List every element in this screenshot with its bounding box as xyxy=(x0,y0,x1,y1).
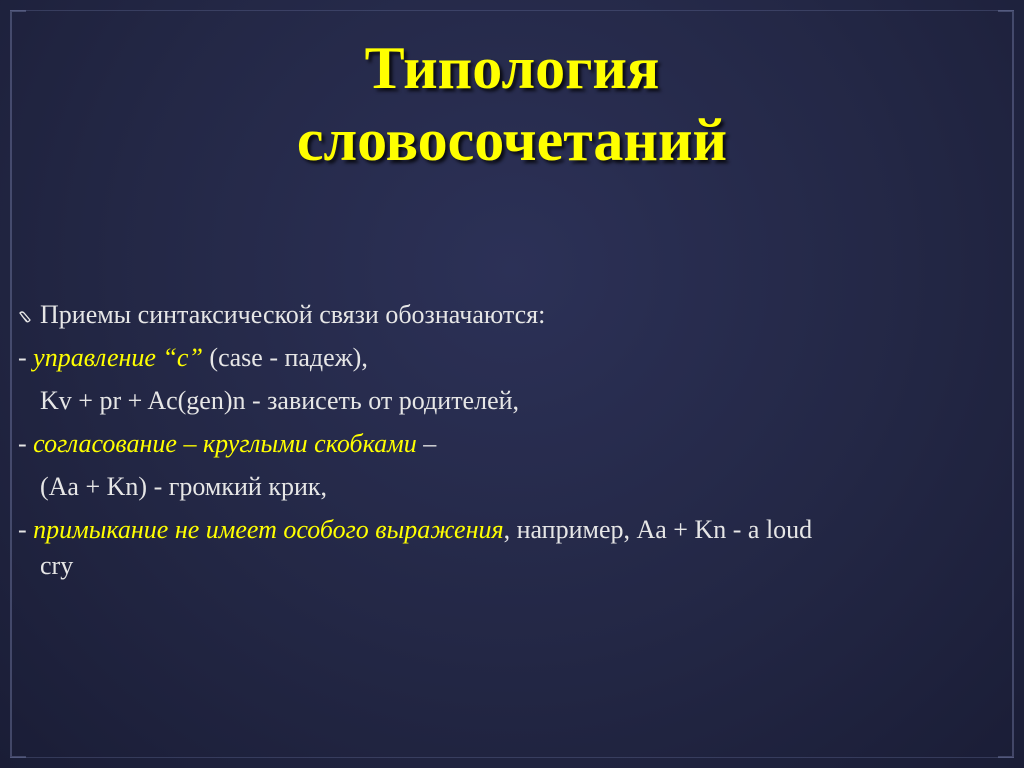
list-line-agreement-example xyxy=(18,465,988,508)
agreement-rest: – xyxy=(416,429,437,458)
dash-prefix: - xyxy=(18,515,34,544)
list-line-government xyxy=(18,336,988,379)
scroll-bullet-icon xyxy=(18,310,32,324)
adjoining-rest: , например, Aa + Kn - a loud xyxy=(503,515,813,544)
highlight-government: управление “с” xyxy=(33,343,203,372)
government-rest: (case - падеж), xyxy=(202,343,368,372)
highlight-agreement: согласование – круглыми скобками xyxy=(33,429,417,458)
highlight-adjoining: примыкание не имеет особого выражения xyxy=(33,515,504,544)
bullet-item xyxy=(18,293,988,336)
title-line-2: словосочетаний xyxy=(296,107,728,173)
slide-title xyxy=(0,32,1024,176)
adjoining-continuation: cry xyxy=(40,551,74,580)
list-line-adjoining xyxy=(18,512,988,584)
agreement-example: (Aa + Kn) - громкий крик, xyxy=(40,472,327,501)
slide-body xyxy=(18,293,988,584)
dash-prefix: - xyxy=(18,429,34,458)
bullet-text: Приемы синтаксической связи обозначаются: xyxy=(40,300,546,329)
list-line-government-example xyxy=(18,379,988,422)
title-line-1: Типология xyxy=(364,35,660,101)
list-line-agreement xyxy=(18,422,988,465)
dash-prefix: - xyxy=(18,343,34,372)
government-example: Kv + pr + Ac(gen)n - зависеть от родителей, xyxy=(40,386,520,415)
